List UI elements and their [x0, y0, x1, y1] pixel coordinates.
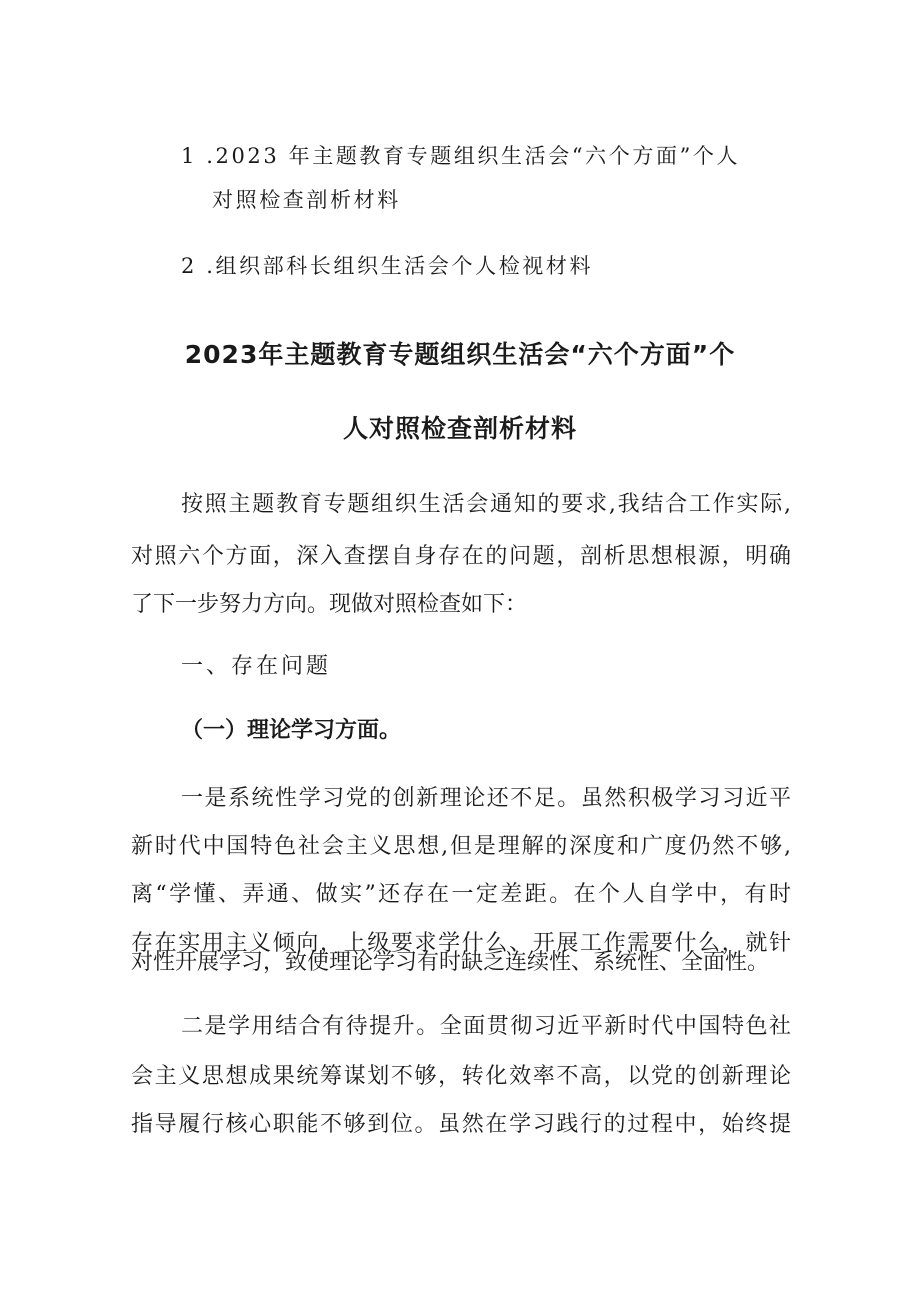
intro-line: 按照主题教育专题组织生活会通知的要求,我结合工作实际, — [181, 492, 791, 517]
sub-section-heading: （一）理论学习方面。 — [181, 718, 402, 743]
paragraph-line: 存在实用主义倾向，上级要求学什么、开展工作需要什么，就针 — [131, 931, 791, 956]
toc-item-1-line-1[interactable]: 1 .2023 年主题教育专题组织生活会“六个方面”个人 — [181, 144, 741, 168]
paragraph-line: 指导履行核心职能不够到位。虽然在学习践行的过程中，始终提 — [131, 1112, 791, 1137]
paragraph-line: 会主义思想成果统筹谋划不够，转化效率不高，以党的创新理论 — [131, 1064, 791, 1089]
section-heading: 一、存在问题 — [181, 654, 332, 679]
toc-item-2[interactable]: 2 .组织部科长组织生活会个人检视材料 — [181, 254, 594, 278]
paragraph-line: 新时代中国特色社会主义思想,但是理解的深度和广度仍然不够, — [131, 834, 791, 859]
document-title-line-2: 人对照检查剖析材料 — [342, 414, 577, 443]
paragraph-line: 一是系统性学习党的创新理论还不足。虽然积极学习习近平 — [181, 786, 791, 811]
paragraph-line: 离“学懂、弄通、做实”还存在一定差距。在个人自学中，有时 — [131, 882, 791, 907]
paragraph-line: 对性开展学习，致使理论学习有时缺乏连续性、系统性、全面性。 — [131, 950, 770, 975]
paragraph-line: 二是学用结合有待提升。全面贯彻习近平新时代中国特色社 — [181, 1014, 791, 1039]
toc-item-1-line-2[interactable]: 对照检查剖析材料 — [212, 188, 401, 212]
document-title-line-1: 2023年主题教育专题组织生活会“六个方面”个 — [184, 340, 736, 369]
intro-line: 对照六个方面，深入查摆自身存在的问题，剖析思想根源，明确 — [131, 544, 791, 569]
intro-line: 了下一步努力方向。现做对照检查如下： — [131, 592, 528, 617]
